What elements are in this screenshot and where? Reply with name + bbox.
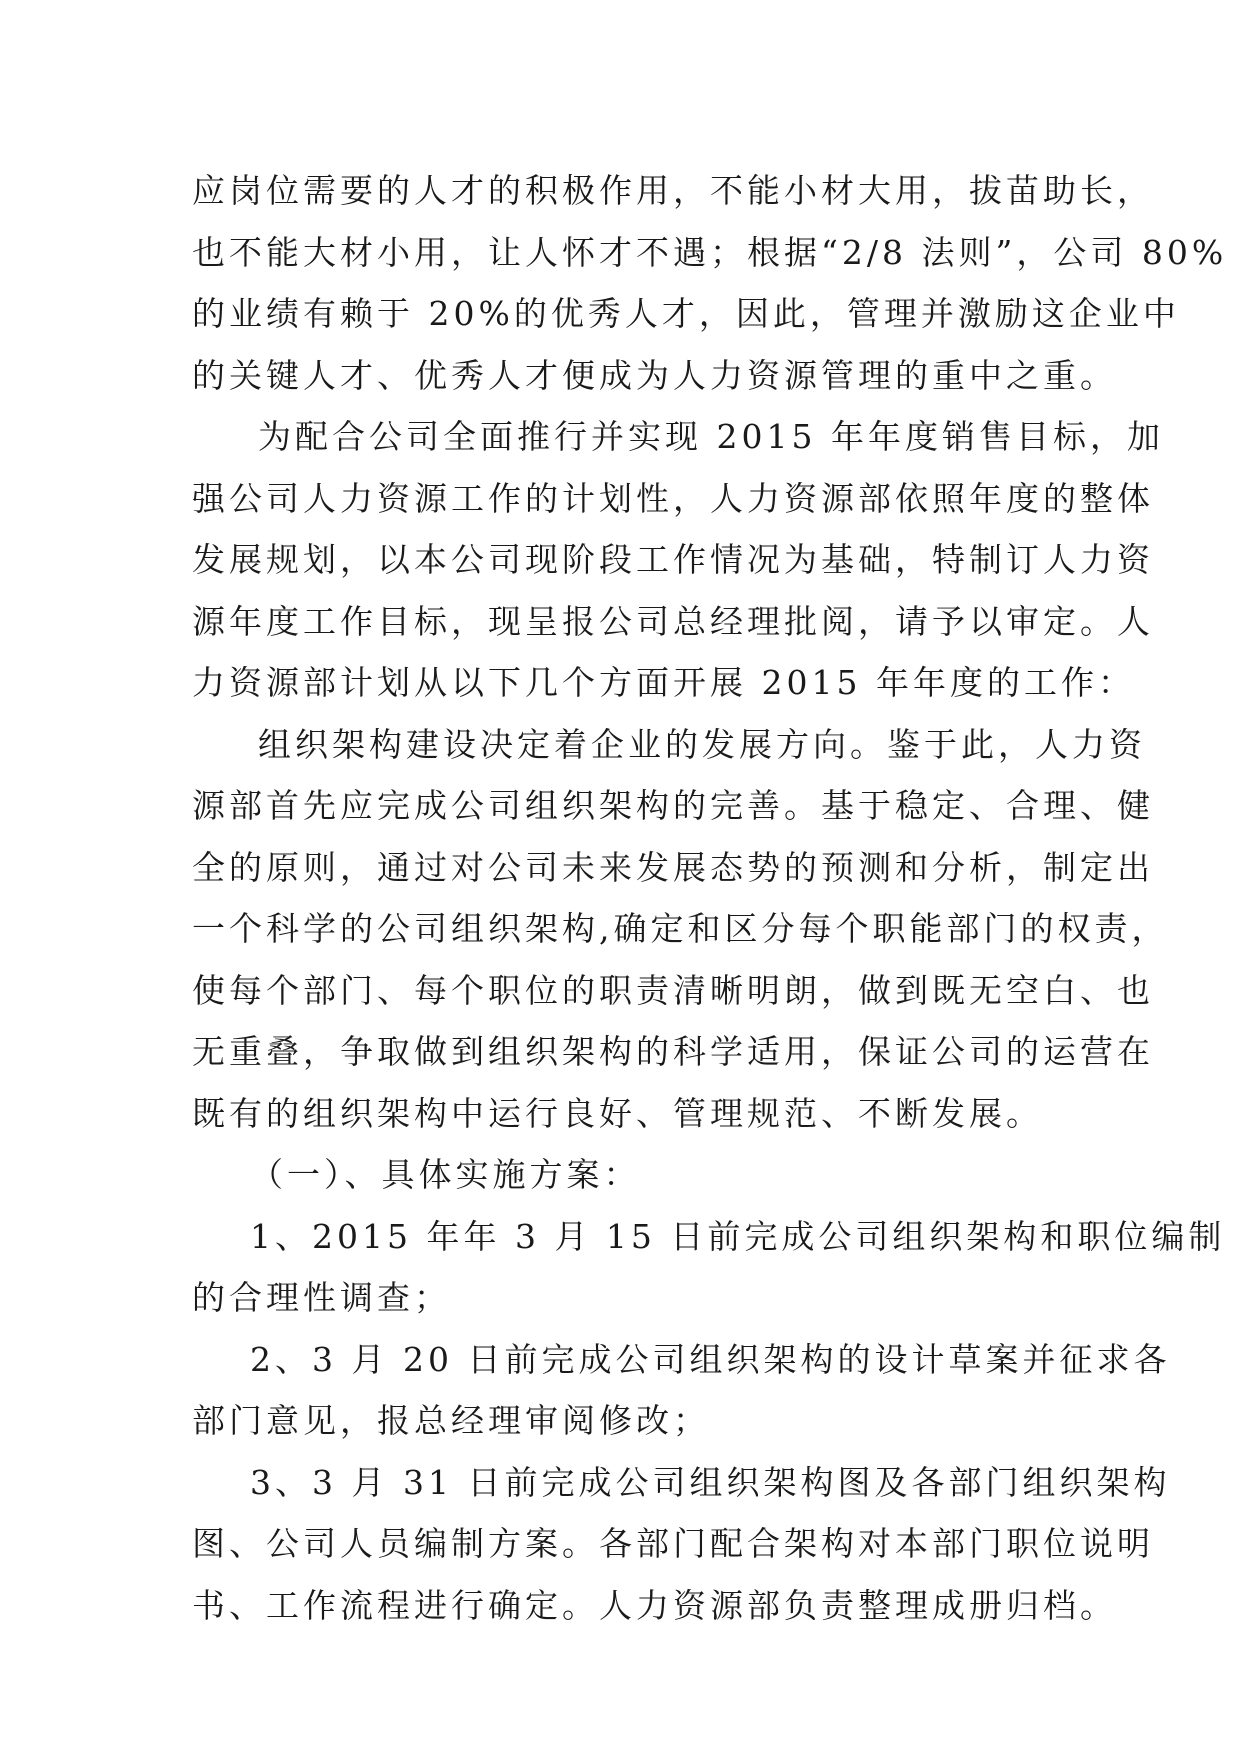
text-line: 的业绩有赖于 20%的优秀人才，因此，管理并激励这企业中 bbox=[192, 294, 1180, 333]
text-line: 源年度工作目标，现呈报公司总经理批阅，请予以审定。人 bbox=[192, 601, 1154, 641]
text-line: 的关键人才、优秀人才便成为人力资源管理的重中之重。 bbox=[192, 355, 1117, 395]
text-line: 既有的组织架构中运行良好、管理规范、不断发展。 bbox=[192, 1093, 1043, 1133]
list-item: 1、2015 年年 3 月 15 日前完成公司组织架构和职位编制 bbox=[250, 1216, 1226, 1256]
text-line: 部门意见，报总经理审阅修改； bbox=[192, 1401, 710, 1440]
text-line: 发展规划，以本公司现阶段工作情况为基础，特制订人力资 bbox=[192, 540, 1154, 579]
paragraph-first-line: 组织架构建设决定着企业的发展方向。鉴于此，人力资 bbox=[258, 724, 1146, 764]
document-body bbox=[192, 160, 1228, 1636]
paragraph-first-line: 为配合公司全面推行并实现 2015 年年度销售目标，加 bbox=[258, 417, 1164, 456]
section-heading: （一）、具体实施方案： bbox=[250, 1155, 641, 1194]
text-line: 也不能大材小用，让人怀才不遇；根据“2/8 法则”，公司 80% bbox=[192, 232, 1228, 272]
text-line: 使每个部门、每个职位的职责清晰明朗，做到既无空白、也 bbox=[192, 970, 1154, 1010]
text-line: 图、公司人员编制方案。各部门配合架构对本部门职位说明 bbox=[192, 1524, 1154, 1563]
list-item: 3、3 月 31 日前完成公司组织架构图及各部门组织架构 bbox=[250, 1462, 1171, 1502]
text-line: 力资源部计划从以下几个方面开展 2015 年年度的工作： bbox=[192, 663, 1135, 702]
text-line: 一个科学的公司组织架构,确定和区分每个职能部门的权责， bbox=[192, 909, 1169, 948]
text-line: 应岗位需要的人才的积极作用，不能小材大用，拔苗助长， bbox=[192, 171, 1154, 210]
text-line: 的合理性调查； bbox=[192, 1278, 451, 1317]
text-line: 无重叠，争取做到组织架构的科学适用，保证公司的运营在 bbox=[192, 1032, 1154, 1071]
text-line: 书、工作流程进行确定。人力资源部负责整理成册归档。 bbox=[192, 1585, 1117, 1625]
text-line: 全的原则，通过对公司未来发展态势的预测和分析，制定出 bbox=[192, 847, 1154, 887]
list-item: 2、3 月 20 日前完成公司组织架构的设计草案并征求各 bbox=[250, 1339, 1171, 1379]
text-line: 源部首先应完成公司组织架构的完善。基于稳定、合理、健 bbox=[192, 786, 1154, 825]
text-line: 强公司人力资源工作的计划性，人力资源部依照年度的整体 bbox=[192, 478, 1154, 518]
